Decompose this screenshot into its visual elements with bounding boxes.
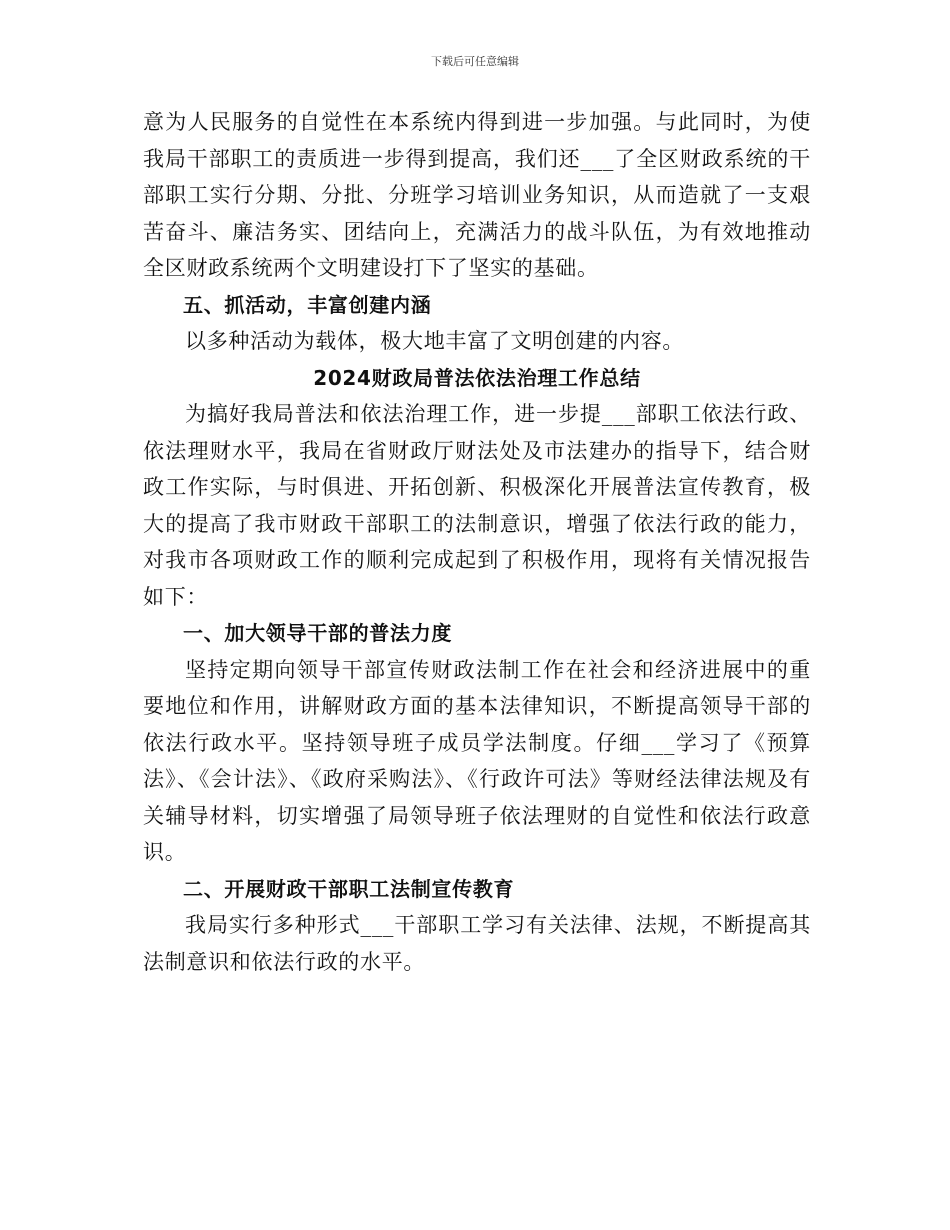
paragraph: 坚持定期向领导干部宣传财政法制工作在社会和经济进展中的重要地位和作用，讲解财政方面的基本法律知识，不断提高领导干部的依法行政水平。坚持领导班子成员学法制度。仔细___学习了《预算法》、《会计法》、《政府采购法》、《行政许可法》等财经法律法规及有关辅导材料，切实增强了局领导班子依法理财的自觉性和依法行政意识。 [143,657,811,864]
paragraph-intro: 为搞好我局普法和依法治理工作，进一步提___部职工依法行政、依法理财水平，我局在省财政厅财法处及市法建办的指导下，结合财政工作实际，与时俱进、开拓创新、积极深化开展普法宣传教育，极大的提高了我市财政干部职工的法制意识，增强了依法行政的能力，对我市各项财政工作的顺利完成起到了积极作用，现将有关情况报告如下： [143,402,811,609]
section-heading-2: 二、开展财政干部职工法制宣传教育 [183,876,515,901]
document-title: 2024财政局普法依法治理工作总结 [313,365,641,390]
page-header: 下载后可任意编辑 [431,55,519,68]
paragraph: 我局实行多种形式___干部职工学习有关法律、法规，不断提高其法制意识和依法行政的水平。 [143,913,811,974]
paragraph: 以多种活动为载体，极大地丰富了文明创建的内容。 [185,329,685,353]
section-heading-1: 一、加大领导干部的普法力度 [183,621,453,645]
section-heading-5: 五、抓活动，丰富创建内涵 [183,292,432,317]
document-body [143,104,811,980]
paragraph-continuation: 意为人民服务的自觉性在本系统内得到进一步加强。与此同时，为使我局干部职工的责质进一步得到提高，我们还___了全区财政系统的干部职工实行分期、分批、分班学习培训业务知识，从而造就了一支艰苦奋斗、廉洁务实、团结向上，充满活力的战斗队伍，为有效地推动全区财政系统两个文明建设打下了坚实的基础。 [143,110,811,280]
